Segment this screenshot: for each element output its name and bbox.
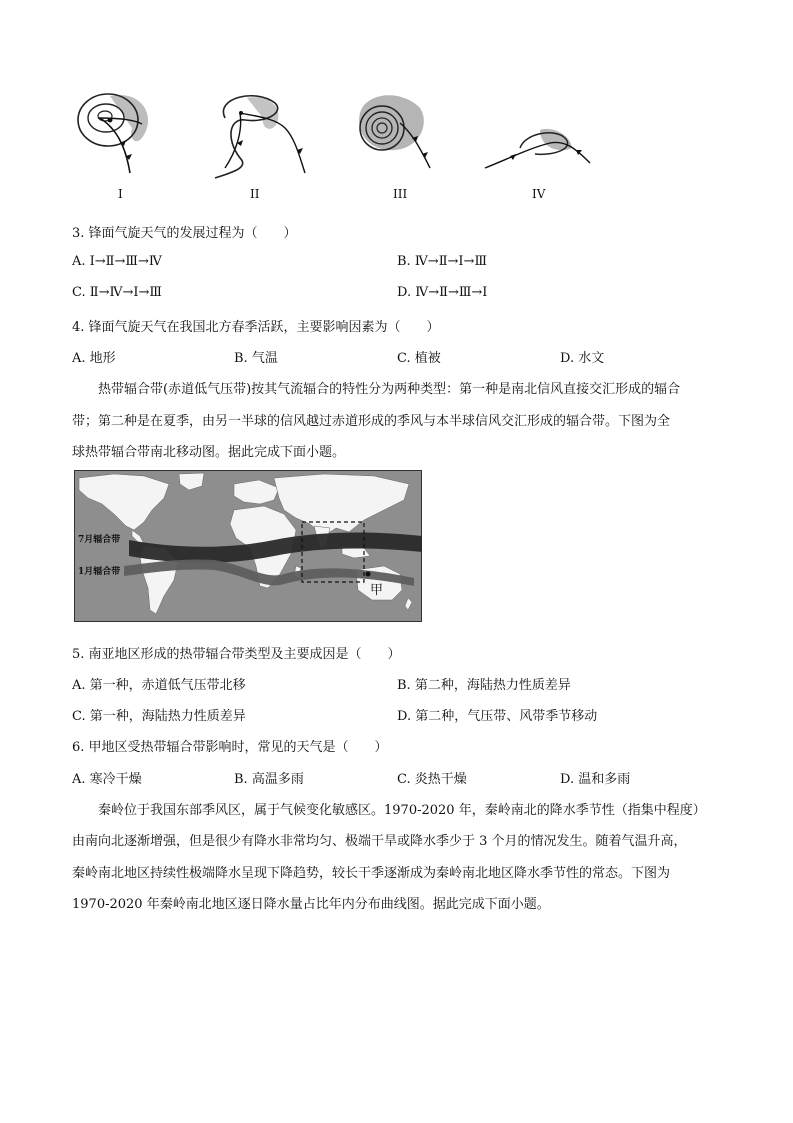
cyclone-label-1: I [118,187,123,201]
cyclone-diagram-4 [485,129,590,168]
q4-stem: 4. 锋面气旋天气在我国北方春季活跃，主要影响因素为（ ） [72,320,440,335]
passage2-line4: 1970-2020 年秦岭南北地区逐日降水量占比年内分布曲线图。据此完成下面小题。 [72,897,550,912]
passage1-line3: 球热带辐合带南北移动图。据此完成下面小题。 [72,445,346,460]
passage1-line1: 热带辐合带(赤道低气压带)按其气流辐合的特性分为两种类型：第一种是南北信风直接交汇形成的辐合 [98,382,681,397]
q4-option-a[interactable]: A. 地形 [72,351,116,366]
passage2-line3: 秦岭南北地区持续性极端降水呈现下降趋势，较长干季逐渐成为秦岭南北地区降水季节性的常态。下图为 [72,866,671,881]
q6-option-d[interactable]: D. 温和多雨 [560,772,631,787]
cyclone-diagram-2 [215,96,305,178]
q3-option-b[interactable]: B. Ⅳ→Ⅱ→Ⅰ→Ⅲ [397,254,487,269]
q6-option-a[interactable]: A. 寒冷干燥 [72,772,142,787]
q5-option-a[interactable]: A. 第一种，赤道低气压带北移 [72,678,246,693]
location-jia-dot [366,572,371,577]
passage1-line2: 带；第二种是在夏季，由另一半球的信风越过赤道形成的季风与本半球信风交汇形成的辐合带。下图为全 [72,414,671,429]
cyclone-diagram-3 [359,95,430,168]
cyclone-figure [70,88,600,208]
map-label-january: 1月辐合带 [78,567,121,577]
q5-option-c[interactable]: C. 第一种，海陆热力性质差异 [72,709,246,724]
q6-stem: 6. 甲地区受热带辐合带影响时，常见的天气是（ ） [72,740,388,755]
passage2-line1: 秦岭位于我国东部季风区，属于气候变化敏感区。1970-2020 年，秦岭南北的降水季节性（指集中程度） [98,803,706,818]
q5-option-d[interactable]: D. 第二种，气压带、风带季节移动 [397,709,598,724]
q4-option-d[interactable]: D. 水文 [560,351,605,366]
cyclone-label-4: IV [532,187,546,201]
map-label-jia: 甲 [370,583,384,598]
q3-option-a[interactable]: A. Ⅰ→Ⅱ→Ⅲ→Ⅳ [72,254,162,269]
q6-option-c[interactable]: C. 炎热干燥 [397,772,467,787]
cyclone-diagram-1 [78,94,148,173]
q5-option-b[interactable]: B. 第二种，海陆热力性质差异 [397,678,571,693]
itcz-world-map [74,470,422,622]
cyclone-label-3: III [393,187,408,201]
q3-option-c[interactable]: C. Ⅱ→Ⅳ→Ⅰ→Ⅲ [72,285,162,300]
q3-stem: 3. 锋面气旋天气的发展过程为（ ） [72,226,297,241]
passage2-line2: 由南向北逐渐增强，但是很少有降水非常均匀、极端干旱或降水季少于 3 个月的情况发生。随着气温升高， [72,834,687,849]
q4-option-b[interactable]: B. 气温 [234,351,278,366]
map-label-july: 7月辐合带 [78,535,121,545]
q4-option-c[interactable]: C. 植被 [397,351,441,366]
q5-stem: 5. 南亚地区形成的热带辐合带类型及主要成因是（ ） [72,647,401,662]
q3-option-d[interactable]: D. Ⅳ→Ⅱ→Ⅲ→Ⅰ [397,285,488,300]
cyclone-label-2: II [250,187,260,201]
q6-option-b[interactable]: B. 高温多雨 [234,772,304,787]
